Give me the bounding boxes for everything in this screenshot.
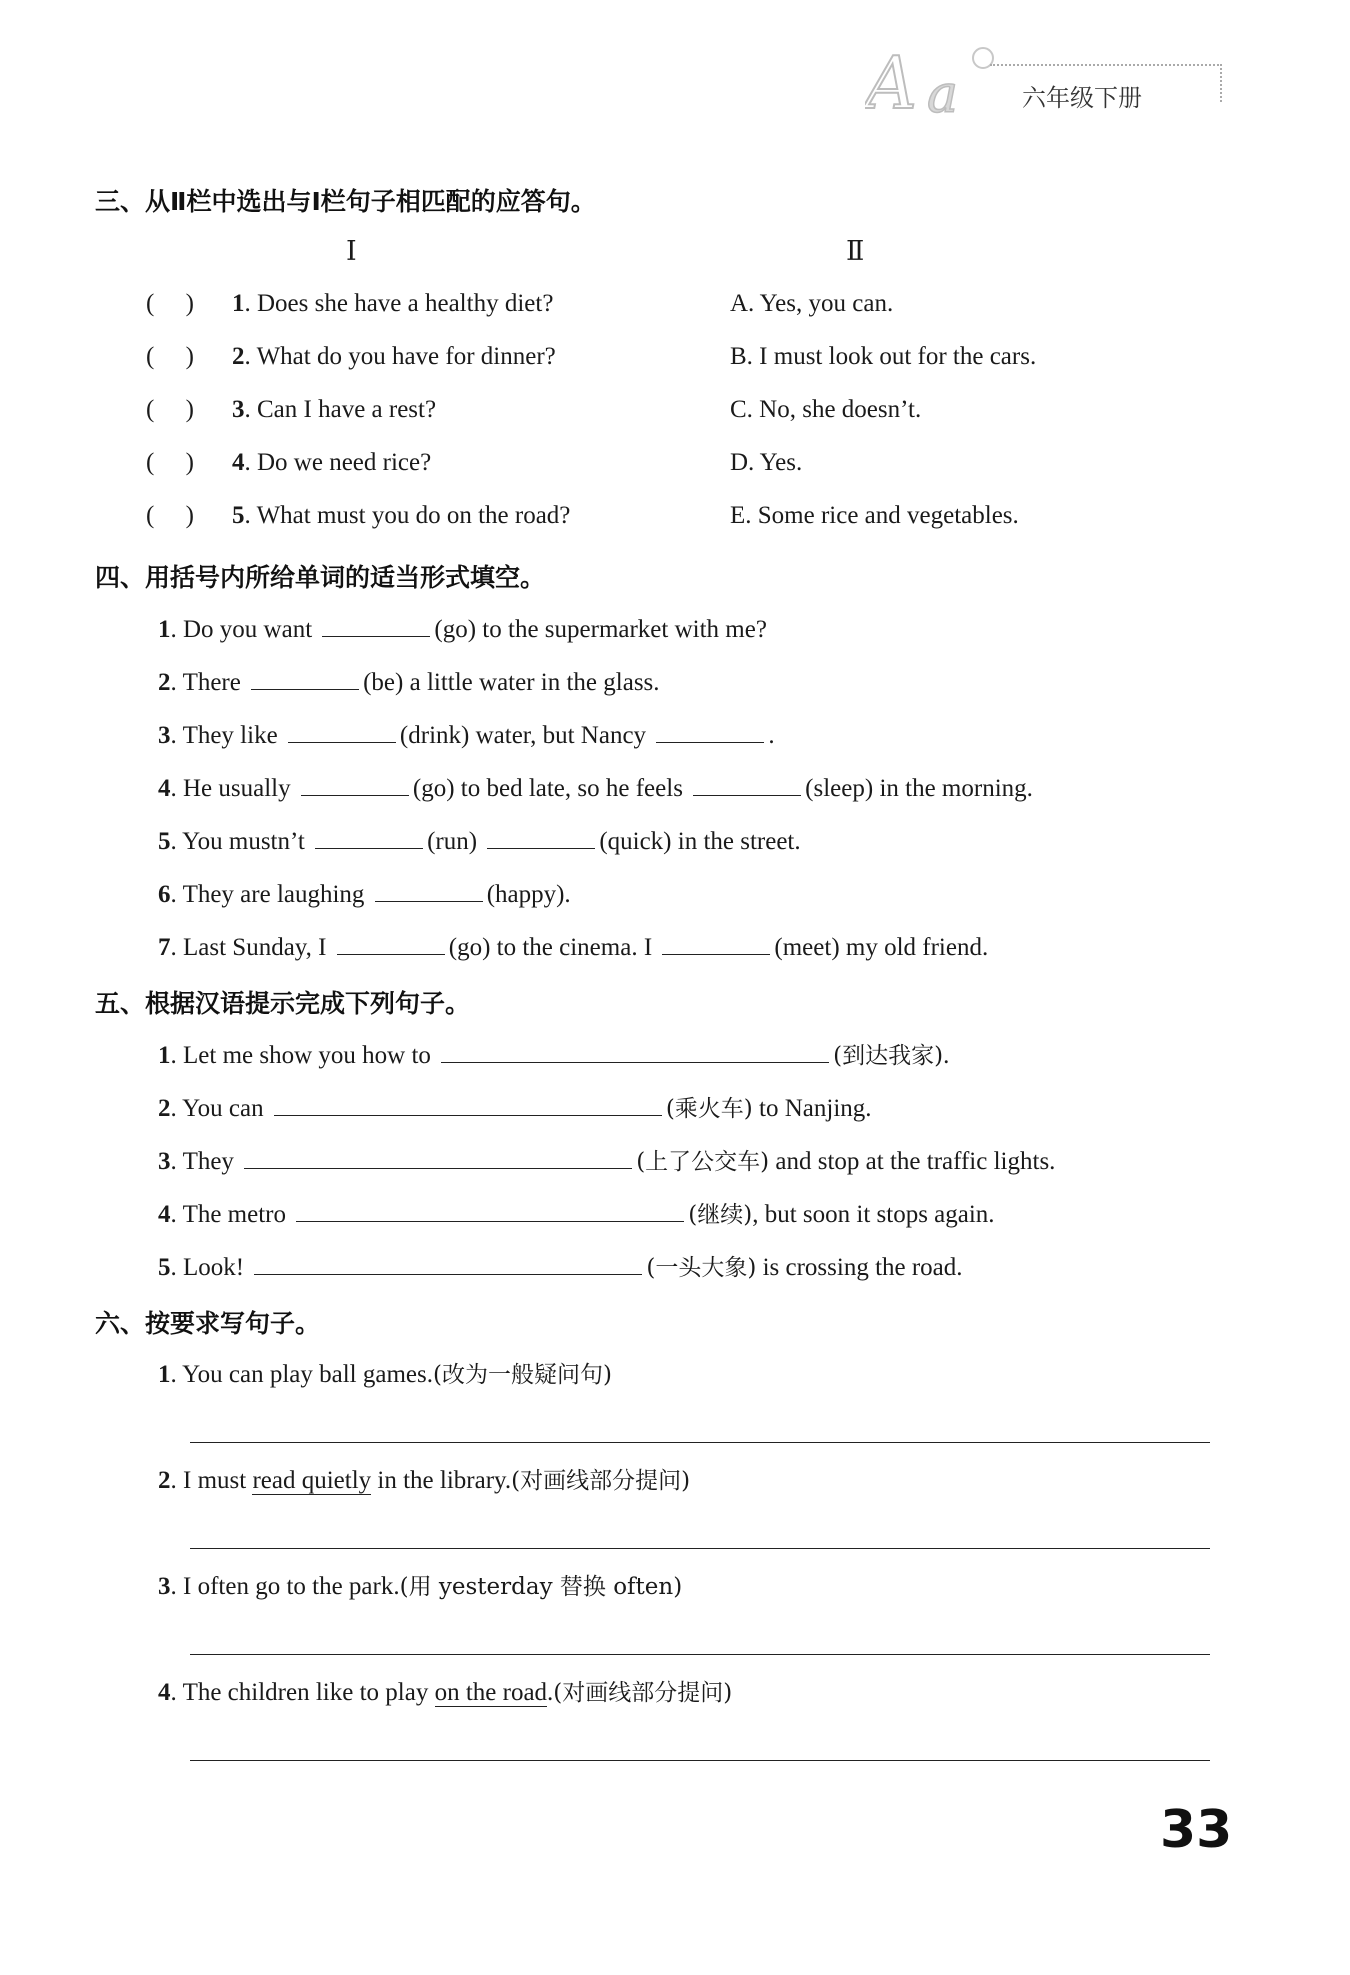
answer-blank[interactable] [288,716,396,743]
item-text: (go) to the supermarket with me? [434,616,767,643]
question-text: Do we need rice? [257,449,432,476]
item-text: and stop at the traffic lights. [775,1148,1056,1175]
answer-bracket[interactable]: ( ) [146,343,194,370]
item-text: There [182,669,241,696]
item-text: You can [182,1095,264,1122]
item-number: 5 [232,502,245,529]
answer-line[interactable] [190,1442,1210,1443]
book-logo-icon [865,40,1005,120]
rewrite-item: 2. I must read quietly in the library.(对画线部分提问) [158,1467,691,1494]
answer-blank[interactable] [301,769,409,796]
answer-line[interactable] [190,1654,1210,1655]
item-text: , but soon it stops again. [752,1201,995,1228]
fill-blank-item: 5. You mustn’t (run) (quick) in the street. [158,822,801,856]
response-option: B. I must look out for the cars. [730,343,1037,370]
item-text: (be) a little water in the glass. [363,669,660,696]
answer-blank[interactable] [251,663,359,690]
svg-text:a: a [927,65,959,120]
item-text: The children like to play [182,1679,429,1706]
item-text: He usually [183,775,291,802]
item-text: I often go to the park. [183,1573,400,1600]
item-text: (go) to bed late, so he feels [412,775,683,802]
item-text: (happy). [486,881,571,908]
answer-blank[interactable] [274,1089,662,1116]
item-number: 1 [158,616,171,643]
item-text: They [182,1148,234,1175]
item-number: 2 [158,1095,171,1122]
chinese-hint: (改为一般疑问句) [432,1362,612,1388]
item-text: in the library. [377,1467,512,1494]
item-number: 1 [158,1361,171,1388]
fill-blank-item: 3. They like (drink) water, but Nancy . [158,716,775,750]
item-text: Look! [183,1254,245,1281]
chinese-hint: (上了公交车) [636,1149,770,1175]
answer-blank[interactable] [337,928,445,955]
item-number: 3 [158,722,171,749]
page-number: 33 [1160,1800,1233,1860]
answer-blank[interactable] [487,822,595,849]
chinese-hint: (乘火车) [665,1096,753,1122]
item-text: You mustn’t [182,828,305,855]
answer-blank[interactable] [662,928,770,955]
answer-line[interactable] [190,1760,1210,1761]
item-text: is crossing the road. [762,1254,963,1281]
fill-blank-item: 2. There (be) a little water in the glass. [158,663,660,697]
response-option: A. Yes, you can. [730,290,894,317]
translation-item: 1. Let me show you how to (到达我家). [158,1036,949,1070]
translation-item: 3. They (上了公交车) and stop at the traffic lights. [158,1142,1055,1176]
item-text: Do you want [183,616,313,643]
response-option: D. Yes. [730,449,803,476]
item-number: 4 [158,1679,171,1706]
answer-blank[interactable] [693,769,801,796]
column-2-heading: Ⅱ [846,236,865,266]
chinese-hint: (用 yesterday 替换 often) [399,1574,683,1600]
response-option: E. Some rice and vegetables. [730,502,1019,529]
answer-blank[interactable] [656,716,764,743]
question-text: Does she have a healthy diet? [257,290,554,317]
underlined-phrase: read quietly [252,1467,372,1494]
answer-blank[interactable] [244,1142,632,1169]
rewrite-item: 4. The children like to play on the road.(对画线部分提问) [158,1679,733,1706]
fill-blank-item: 6. They are laughing (happy). [158,875,571,909]
answer-bracket[interactable]: ( ) [146,290,194,317]
answer-blank[interactable] [296,1195,684,1222]
grade-label: 六年级下册 [1022,84,1142,112]
item-text: The metro [182,1201,286,1228]
section-3-title: 三、从Ⅱ栏中选出与Ⅰ栏句子相匹配的应答句。 [95,187,596,216]
svg-text:A: A [865,41,917,120]
item-text: (drink) water, but Nancy [399,722,647,749]
item-number: 4 [158,1201,171,1228]
item-text: (quick) in the street. [599,828,801,855]
question-text: What must you do on the road? [256,502,571,529]
item-text: (run) [427,828,478,855]
question-text: Can I have a rest? [257,396,437,423]
item-text: (sleep) in the morning. [805,775,1033,802]
answer-line[interactable] [190,1548,1210,1549]
item-number: 6 [158,881,171,908]
answer-blank[interactable] [322,610,430,637]
item-text: . [547,1679,554,1706]
worksheet-page: A a 六年级下册 三、从Ⅱ栏中选出与Ⅰ栏句子相匹配的应答句。 Ⅰ Ⅱ ( ) 1. Does she have a healthy diet? A. Yes, you can. ( ) 2. What do you have for dinner? B. I must look out for the cars. ( ) 3. Can I have a rest? C. No, she doesn’t. ( ) 4. Do we need rice? D. Yes. ( ) 5. What must you do on the road? E. Some rice and vegetables. 四、用括号内所给单词的适当形式填空。 1. Do you want (go) to the supermarket with me? 2. There (be) a little water in the glass. 3. They like (drink) water, but Nancy . 4. He usually (go) to bed late, so he feels (sleep) in the morning. 5. You mustn’t (run) (quick) in the street. 6. They are laughing (happy). 7. Last Sunday, I (go) to the cinema. I (meet) my old friend. 五、根据汉语提示完成下列句子。 1. Let me show you how to (到达我家). 2. You can (乘火车) to Nanjing. 3. They (上了公交车) and stop at the traffic lights. 4. The metro (继续), but soon it stops again. 5. Look! (一头大象) is crossing the road. 六、按要求写句子。 1. You can play ball games.(改为一般疑问句) 2. I must read quietly in the library.(对画线部分提问) 3. I often go to the park.(用 yesterday 替换 often) 4. The children like to play on the road.(对画线部分提问) 33 [95,41,1233,1860]
item-number: 4 [158,775,171,802]
chinese-hint: (继续) [688,1202,753,1228]
chinese-hint: (一头大象) [646,1255,757,1281]
translation-item: 2. You can (乘火车) to Nanjing. [158,1089,872,1123]
item-number: 2 [158,1467,171,1494]
answer-bracket[interactable]: ( ) [146,396,194,423]
fill-blank-item: 1. Do you want (go) to the supermarket with me? [158,610,767,644]
item-number: 2 [158,669,171,696]
item-number: 5 [158,828,171,855]
chinese-hint: (对画线部分提问) [511,1468,691,1494]
translation-item: 5. Look! (一头大象) is crossing the road. [158,1248,963,1282]
rewrite-item: 1. You can play ball games.(改为一般疑问句) [158,1361,612,1388]
item-number: 1 [158,1042,171,1069]
item-text: I must [183,1467,247,1494]
answer-blank[interactable] [315,822,423,849]
fill-blank-item: 7. Last Sunday, I (go) to the cinema. I (meet) my old friend. [158,928,988,962]
item-number: 5 [158,1254,171,1281]
item-text: (go) to the cinema. I [448,934,653,961]
answer-bracket[interactable]: ( ) [146,502,194,529]
rewrite-item: 3. I often go to the park.(用 yesterday 替换 often) [158,1573,683,1600]
fill-blank-item: 4. He usually (go) to bed late, so he feels (sleep) in the morning. [158,769,1033,803]
chinese-hint: (到达我家) [833,1043,944,1069]
section-5-title: 五、根据汉语提示完成下列句子。 [95,989,471,1018]
translation-item: 4. The metro (继续), but soon it stops again. [158,1195,995,1229]
response-option: C. No, she doesn’t. [730,396,922,423]
item-number: 4 [232,449,245,476]
item-text: Let me show you how to [183,1042,431,1069]
item-number: 3 [158,1573,171,1600]
item-text: Last Sunday, I [183,934,327,961]
answer-blank[interactable] [441,1036,829,1063]
item-number: 2 [232,343,245,370]
answer-bracket[interactable]: ( ) [146,449,194,476]
item-text: . [768,722,775,749]
item-text: You can play ball games. [182,1361,433,1388]
item-number: 1 [232,290,245,317]
item-text: They are laughing [182,881,365,908]
item-number: 3 [232,396,245,423]
section-6-title: 六、按要求写句子。 [95,1309,321,1338]
answer-blank[interactable] [254,1248,642,1275]
item-number: 3 [158,1148,171,1175]
item-text: to Nanjing. [759,1095,872,1122]
chinese-hint: (对画线部分提问) [553,1680,733,1706]
section-4-title: 四、用括号内所给单词的适当形式填空。 [95,563,546,592]
item-text: . [943,1042,950,1069]
item-text: They like [182,722,278,749]
answer-blank[interactable] [375,875,483,902]
item-text: (meet) my old friend. [774,934,989,961]
underlined-phrase: on the road [434,1679,548,1706]
column-1-heading: Ⅰ [346,236,357,266]
question-text: What do you have for dinner? [256,343,556,370]
item-number: 7 [158,934,171,961]
